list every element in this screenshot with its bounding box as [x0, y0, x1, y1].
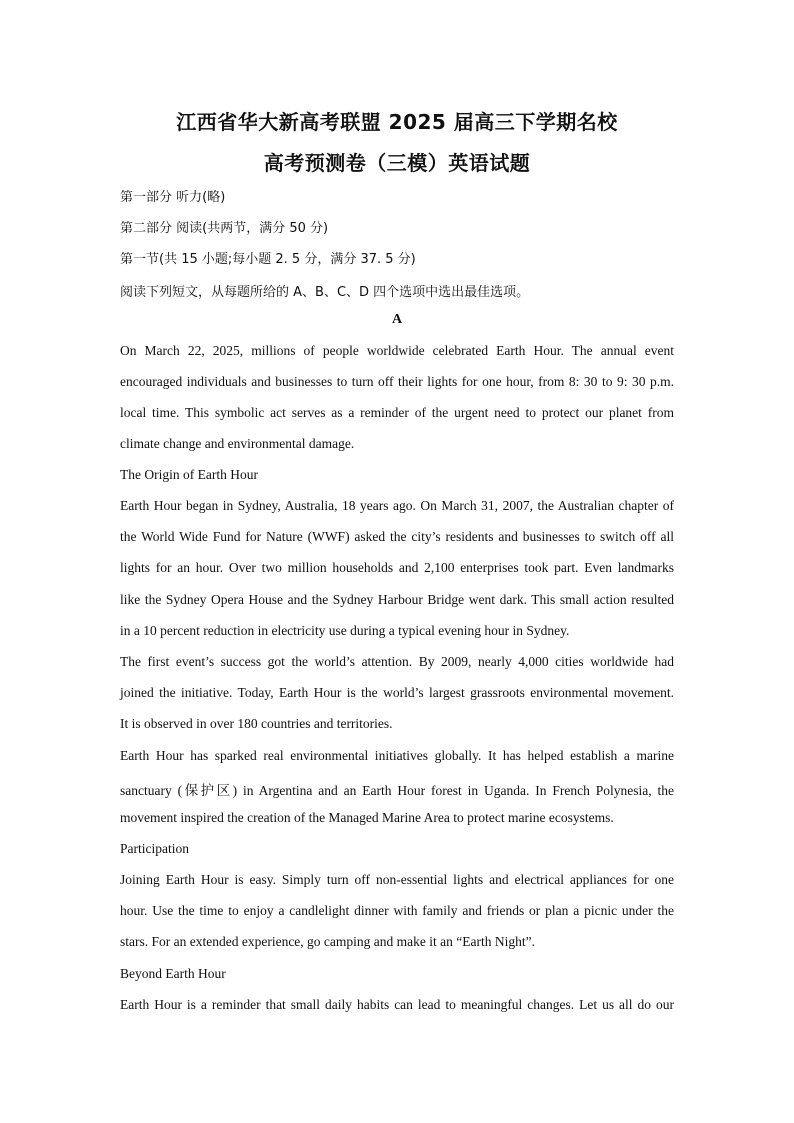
- subheading-participation: Participation: [120, 841, 189, 856]
- subheading-beyond: Beyond Earth Hour: [120, 966, 226, 981]
- document-title-line-2: 高考预测卷（三模）英语试题: [263, 151, 531, 175]
- paragraph-line: climate change and environmental damage.: [120, 436, 355, 451]
- section-heading-listening: 第一部分 听力(略): [120, 190, 226, 205]
- paragraph-line: movement inspired the creation of the Managed Marine Area to protect marine ecosystems.: [120, 810, 614, 825]
- paragraph-line: The first event’s success got the world’s attention. By 2009, nearly 4,000 cities worldwide had: [120, 654, 674, 669]
- paragraph-line: Earth Hour began in Sydney, Australia, 18 years ago. On March 31, 2007, the Australian chapter of: [120, 498, 674, 513]
- paragraph-line: encouraged individuals and businesses to turn off their lights for one hour, from 8: 30 to 9: 30 p.m.: [120, 374, 674, 389]
- paragraph-line: It is observed in over 180 countries and territories.: [120, 716, 393, 731]
- paragraph-line: joined the initiative. Today, Earth Hour is the world’s largest grassroots environmental movement.: [120, 685, 674, 700]
- document-title-line-1: 江西省华大新高考联盟 2025 届高三下学期名校: [176, 110, 618, 134]
- passage-label: A: [391, 312, 403, 327]
- paragraph-line: local time. This symbolic act serves as a reminder of the urgent need to protect our planet from: [120, 405, 674, 420]
- subheading-origin: The Origin of Earth Hour: [120, 467, 258, 482]
- paragraph-line: lights for an hour. Over two million households and 2,100 enterprises took part. Even landmarks: [120, 560, 674, 575]
- section-heading-reading: 第二部分 阅读(共两节，满分 50 分): [120, 221, 329, 236]
- paragraph-line: On March 22, 2025, millions of people worldwide celebrated Earth Hour. The annual event: [120, 343, 674, 358]
- paragraph-line: in a 10 percent reduction in electricity use during a typical evening hour in Sydney.: [120, 623, 570, 638]
- subsection-heading: 第一节(共 15 小题;每小题 2. 5 分，满分 37. 5 分): [120, 252, 416, 267]
- paragraph-line: like the Sydney Opera House and the Sydney Harbour Bridge went dark. This small action resulted: [120, 592, 674, 607]
- paragraph-line: Joining Earth Hour is easy. Simply turn off non-essential lights and electrical appliances for one: [120, 872, 674, 887]
- paragraph-line: Earth Hour has sparked real environmental initiatives globally. It has helped establish a marine: [120, 748, 674, 763]
- paragraph-line: sanctuary (保护区) in Argentina and an Earth Hour forest in Uganda. In French Polynesia, the: [120, 783, 674, 798]
- paragraph-line: hour. Use the time to enjoy a candlelight dinner with family and friends or plan a picnic under the: [120, 903, 674, 918]
- instructions: 阅读下列短文，从每题所给的 A、B、C、D 四个选项中选出最佳选项。: [120, 285, 530, 300]
- paragraph-line: the World Wide Fund for Nature (WWF) asked the city’s residents and businesses to switch off all: [120, 529, 674, 544]
- paragraph-line: Earth Hour is a reminder that small daily habits can lead to meaningful changes. Let us all do our: [120, 997, 674, 1012]
- paragraph-line: stars. For an extended experience, go camping and make it an “Earth Night”.: [120, 934, 535, 949]
